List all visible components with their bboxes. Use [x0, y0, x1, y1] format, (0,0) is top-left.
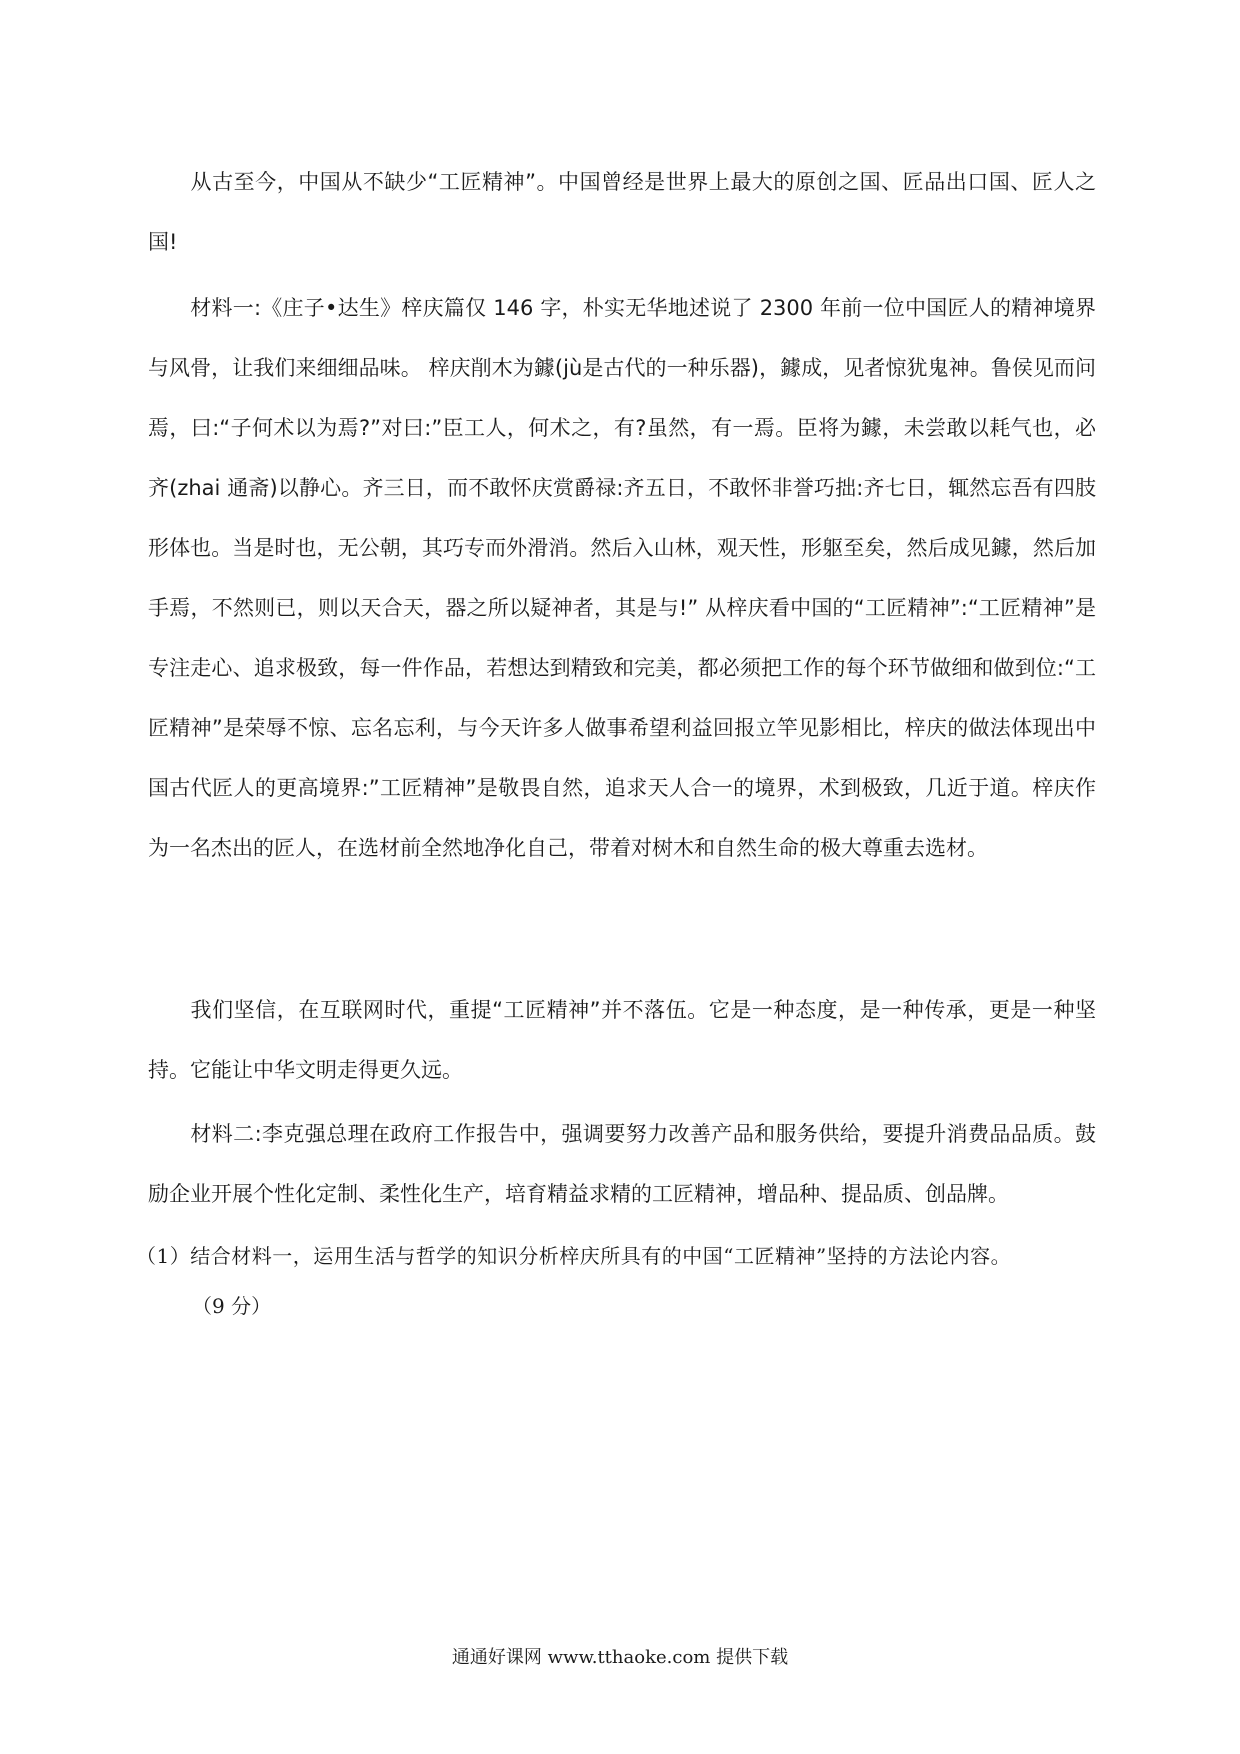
paragraph-material-one [148, 278, 1096, 878]
paragraph-material-two [148, 1104, 1096, 1224]
paragraph-material-one-text: 材料一:《庄子•达生》梓庆篇仅 146 字，朴实无华地述说了 2300 年前一位中国匠人的精神境界与风骨，让我们来细细品味。 梓庆削木为鐻(jù是古代的一种乐器)，鐻成，见者惊犹鬼神。鲁侯见而问焉，曰:“子何术以为焉?”对曰:”臣工人，何术之，有?虽然，有一焉。臣将为鐻，未尝敢以耗气也，必齐(zhai 通斋)以静心。齐三日，而不敢怀庆赏爵禄:齐五日，不敢怀非誉巧拙:齐七日，辄然忘吾有四肢形体也。当是时也，无公朝，其巧专而外滑消。然后入山林，观天性，形躯至矣，然后成见鐻，然后加手焉，不然则已，则以天合天，器之所以疑神者，其是与!” 从梓庆看中国的“工匠精神”:“工匠精神”是专注走心、追求极致，每一件作品，若想达到精致和完美，都必须把工作的每个环节做细和做到位:“工匠精神”是荣辱不惊、忘名忘利，与今天许多人做事希望利益回报立竿见影相比，梓庆的做法体现出中国古代匠人的更高境界:”工匠精神”是敬畏自然，追求天人合一的境界，术到极致，几近于道。梓庆作为一名杰出的匠人，在选材前全然地净化自己，带着对树木和自然生命的极大尊重去选材。 [148, 296, 1096, 860]
paragraph-intro-text: 从古至今，中国从不缺少“工匠精神”。中国曾经是世界上最大的原创之国、匠品出口国、匠人之国! [148, 170, 1096, 254]
footer-text: 通通好课网 www.tthaoke.com 提供下载 [451, 1647, 789, 1668]
question-score: （9 分） [192, 1294, 272, 1318]
paragraph-intro [148, 152, 1096, 272]
paragraph-belief-text: 我们坚信，在互联网时代，重提“工匠精神”并不落伍。它是一种态度，是一种传承，更是一种坚持。它能让中华文明走得更久远。 [148, 998, 1096, 1082]
paragraph-material-two-text: 材料二:李克强总理在政府工作报告中，强调要努力改善产品和服务供给，要提升消费品品质。鼓励企业开展个性化定制、柔性化生产，培育精益求精的工匠精神，增品种、提品质、创品牌。 [148, 1122, 1096, 1206]
question-one: （1）结合材料一，运用生活与哲学的知识分析梓庆所具有的中国“工匠精神”坚持的方法论内容。 [136, 1244, 1012, 1268]
paragraph-belief [148, 980, 1096, 1100]
